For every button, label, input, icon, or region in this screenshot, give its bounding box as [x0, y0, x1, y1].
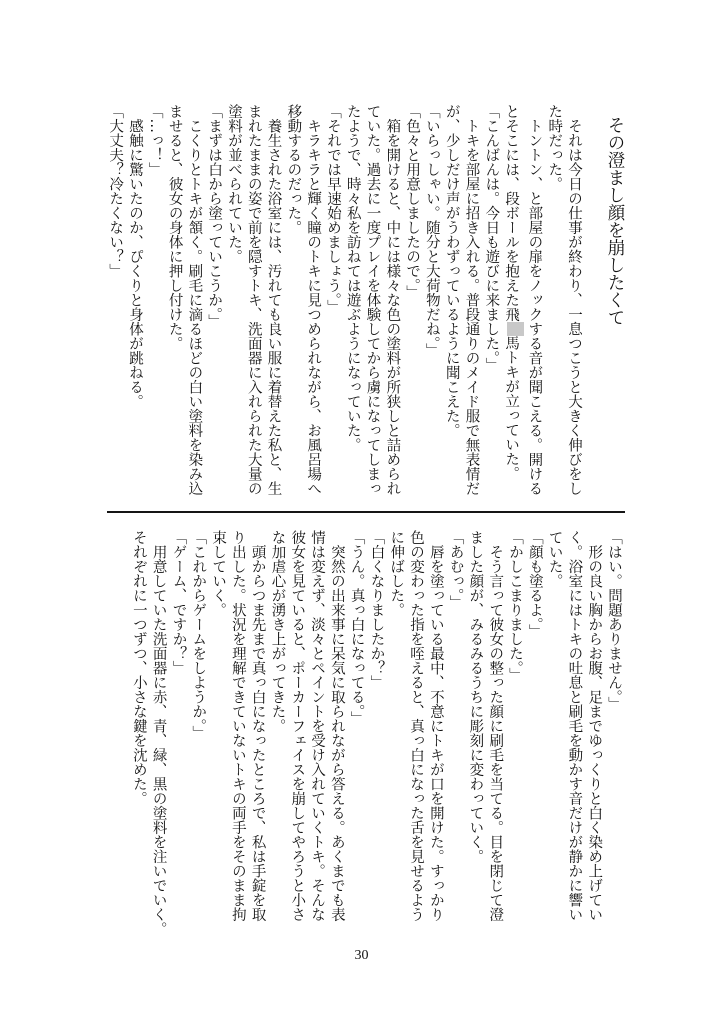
text-line: 束していく。	[210, 530, 227, 617]
text-line: こくりとトキが頷く。刷毛に滴るほどの白い塗料を染み込	[186, 104, 203, 496]
text-line: 唇を塗っている最中、不意にトキが口を開けた。すっかり	[427, 530, 444, 922]
text-line: 突然の出来事に呆気に取られながら答える。あくまでも表	[328, 530, 345, 922]
text-line: 塗料が並べられていた。	[225, 104, 242, 264]
text-line: に伸ばした。	[388, 530, 405, 617]
text-line: それぞれに一つずつ、小さな鍵を沈めた。	[130, 530, 147, 806]
text-line: が、少しだけ声がうわずっているように聞こえた。	[443, 104, 460, 438]
text-line: 「これからゲームをしようか。」	[190, 530, 207, 741]
text-line: まれたままの姿で前を隠すトキ、洗面器に入れられた大量の	[245, 104, 262, 496]
text-line: トキを部屋に招き入れる。普段通りのメイド服で無表情だ	[463, 104, 480, 496]
text-line: た時だった。	[546, 104, 563, 191]
text-line: 彼女を見ていると、ポーカーフェイスを崩してやろうと小さ	[289, 530, 306, 922]
bottom-text-block	[128, 530, 623, 936]
text-line: 「あむっ。」	[447, 530, 464, 610]
text-segment: とそこには、段ボールを抱えた飛	[503, 104, 520, 322]
text-line: 養生された浴室には、汚れても良い服に着替えた私と、生	[265, 104, 282, 496]
section-divider	[107, 511, 625, 513]
page-number: 30	[354, 948, 369, 963]
text-line: 色の変わった指を咥えると、真っ白になった舌を見せるよう	[408, 530, 425, 922]
text-line: 「うん。真っ白になってる。」	[348, 530, 365, 726]
text-line: 「…っ！」	[146, 104, 163, 177]
text-line: 「こんばんは。今日も遊びに来ました。」	[483, 104, 500, 373]
text-line: キラキラと輝く瞳のトキに見つめられながら、お風呂場へ	[305, 104, 322, 496]
text-line: く。浴室にはトキの吐息と刷毛を動かす音だけが静かに響い	[566, 530, 583, 922]
text-line: 用意していた洗面器に赤、青、緑、黒の塗料を注いでいく。	[150, 530, 167, 936]
text-line: ませると、彼女の身体に押し付けた。	[166, 104, 183, 351]
text-line: 「顔も塗るよ。」	[526, 530, 543, 639]
text-line: 箱を開けると、中には様々な色の塗料が所狭しと詰められ	[384, 104, 401, 496]
text-line: 形の良い胸からお腹、足までゆっくりと白く染め上げてい	[586, 530, 603, 922]
text-line: ました顔が、みるみるうちに彫刻に変わっていく。	[467, 530, 484, 864]
text-line: それは今日の仕事が終わり、一息つこうと大きく伸びをし	[566, 104, 582, 496]
text-line: 「大丈夫？冷たくない？」	[107, 104, 124, 278]
text-line: 「はい。問題ありません。」	[606, 530, 622, 712]
text-line: な加虐心が湧き上がってきた。	[269, 530, 286, 733]
text-line: 「白くなりましたか？」	[368, 530, 385, 690]
text-line: トントン、と部屋の扉をノックする音が聞こえる。開ける	[526, 104, 543, 496]
text-line: 感触に驚いたのか、ぴくりと身体が跳ねる。	[126, 104, 143, 409]
missing-glyph-box	[507, 322, 524, 336]
text-line: 「まずは白から塗っていこうか。」	[206, 104, 223, 329]
text-segment: 馬トキが立っていた。	[503, 335, 520, 481]
text-line: 「いらっしゃい。随分と大荷物だね。」	[423, 104, 440, 358]
text-line: 「それでは早速始めましょう。」	[324, 104, 341, 315]
text-line	[500, 104, 523, 496]
text-line: 「ゲーム、ですか？」	[170, 530, 187, 675]
text-line: 「色々と用意しましたので。」	[404, 104, 421, 300]
text-line: り出した。状況を理解できていないトキの両手をそのまま拘	[229, 530, 246, 922]
top-text-block	[104, 104, 583, 496]
text-line: そう言って彼女の整った顔に刷毛を当てる。目を閉じて澄	[487, 530, 504, 922]
text-line: ていた。	[546, 530, 563, 588]
text-line: 頭からつま先まで真っ白になったところで、私は手錠を取	[249, 530, 266, 922]
text-line: 「かしこまりました。」	[507, 530, 524, 683]
text-line: たようで、時々私を訪ねては遊ぶようになっていた。	[344, 104, 361, 452]
chapter-title: その澄まし顔を崩したくて	[605, 116, 625, 326]
text-line: 情は変えず、淡々とペイントを受け入れていくトキ。そんな	[309, 530, 326, 922]
text-line: ていた。過去に一度プレイを体験してから虜になってしまっ	[364, 104, 381, 496]
text-line: 移動するのだった。	[285, 104, 302, 235]
